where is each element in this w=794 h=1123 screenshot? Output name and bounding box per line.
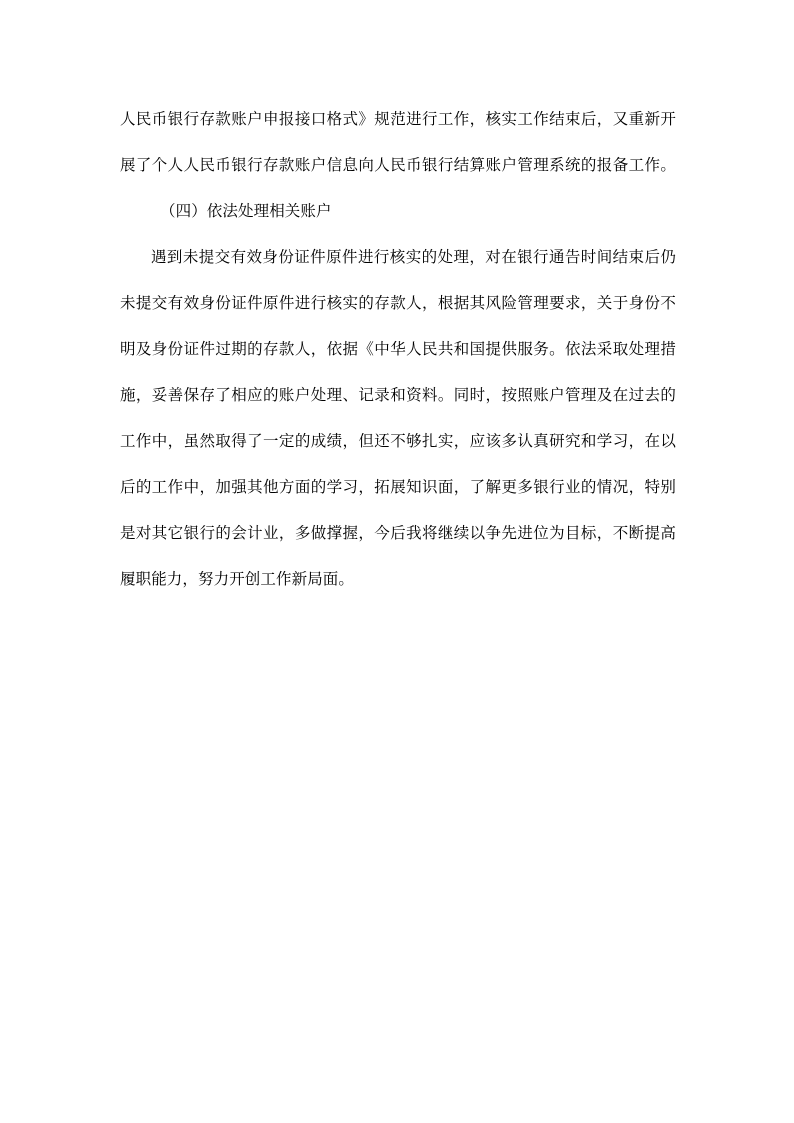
paragraph-line: 履职能力，努力开创工作新局面。 bbox=[120, 570, 355, 588]
paragraph-line: 是对其它银行的会计业，多做撑握，今后我将继续以争先进位为目标，不断提高 bbox=[120, 524, 676, 542]
paragraph-line: 后的工作中，加强其他方面的学习，拓展知识面，了解更多银行业的情况，特别 bbox=[120, 478, 676, 496]
paragraph-line: 明及身份证件过期的存款人，依据《中华人民共和国提供服务。依法采取处理措 bbox=[120, 340, 676, 358]
document-body bbox=[120, 104, 676, 610]
section-heading: （四）依法处理相关账户 bbox=[160, 202, 332, 220]
paragraph-line: 展了个人人民币银行存款账户信息向人民币银行结算账户管理系统的报备工作。 bbox=[120, 156, 676, 174]
paragraph-line: 遇到未提交有效身份证件原件进行核实的处理，对在银行通告时间结束后仍 bbox=[151, 248, 676, 266]
paragraph-line: 未提交有效身份证件原件进行核实的存款人，根据其风险管理要求，关于身份不 bbox=[120, 294, 676, 312]
paragraph-line: 施，妥善保存了相应的账户处理、记录和资料。同时，按照账户管理及在过去的 bbox=[120, 386, 676, 404]
paragraph-line: 人民币银行存款账户申报接口格式》规范进行工作，核实工作结束后，又重新开 bbox=[120, 110, 676, 128]
paragraph-line: 工作中，虽然取得了一定的成绩，但还不够扎实，应该多认真研究和学习，在以 bbox=[120, 432, 676, 450]
